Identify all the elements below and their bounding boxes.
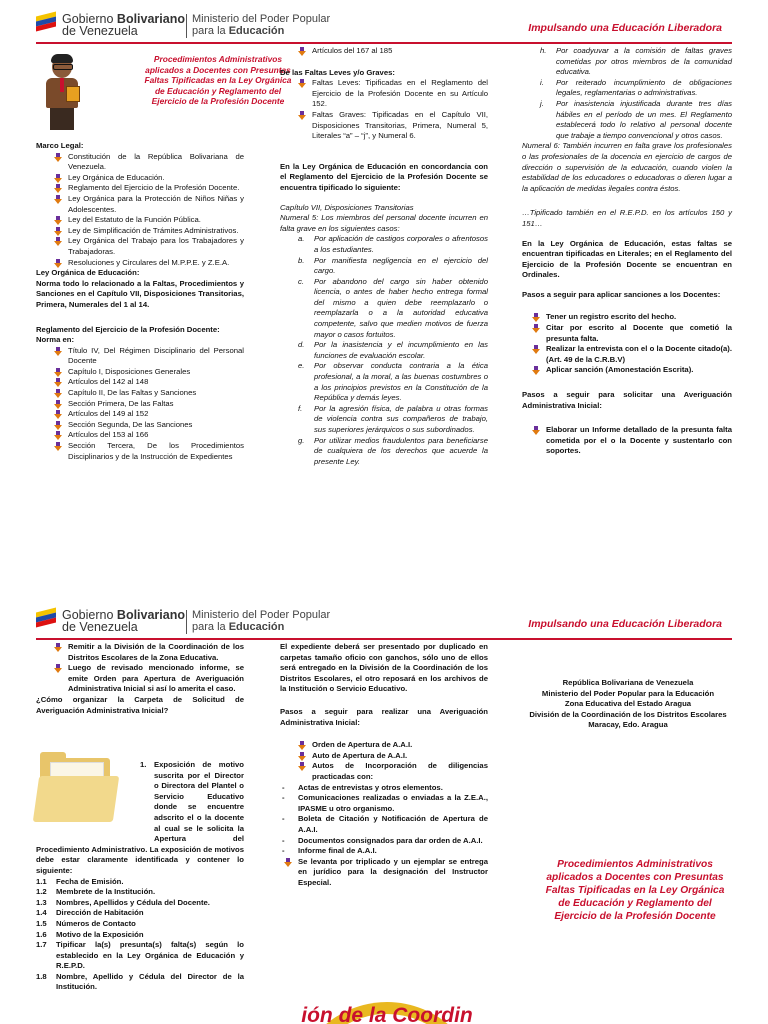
list-item: Aplicar sanción (Amonestación Escrita). xyxy=(528,365,732,376)
list-item: Artículos del 153 al 166 xyxy=(50,430,244,441)
flag-logo-icon xyxy=(36,610,56,626)
bullet-icon xyxy=(54,237,62,245)
bullet-icon xyxy=(298,47,306,55)
list-item: - Comunicaciones realizadas o enviadas a la Z.E.A., IPASME u otro organismo. xyxy=(282,793,488,813)
institucion-line: República Bolivariana de Venezuela xyxy=(562,678,694,687)
list-item: d. Por la inasistencia y el incumplimiento en las funciones de evaluación escolar. xyxy=(298,340,488,360)
repd-label-2: Norma en: xyxy=(36,335,75,345)
page-header xyxy=(0,0,768,46)
column-right xyxy=(520,678,736,731)
bullet-icon xyxy=(54,227,62,235)
pasos-averiguacion-label: Pasos a seguir para solicitar una Averiguación Administrativa Inicial: xyxy=(522,390,732,410)
flag-logo-icon xyxy=(36,14,56,30)
list-item: Autos de Incorporación de diligencias practicadas con: xyxy=(294,761,488,782)
list-item: Sección Primera, De las Faltas xyxy=(50,399,244,410)
bullet-icon xyxy=(54,664,62,672)
list-item: - Documentos consignados para dar orden de A.A.I. xyxy=(282,835,483,845)
list-item: b. Por manifiesta negligencia en el ejercicio del cargo. xyxy=(298,255,488,276)
list-item: 1.7 Tipificar la(s) presunta(s) falta(s) según lo establecido en la Ley Orgánica de Educación y R.E.P.D. xyxy=(36,940,244,971)
bullet-icon xyxy=(54,410,62,418)
list-item: j. Por inasistencia injustificada durante tres días hábiles en el período de un mes. El Reglamento establecerá todo lo relativo al personal docente que trabaje a tiempo convencional y otros casos. xyxy=(540,98,732,140)
loe-label: Ley Orgánica de Educación: xyxy=(36,268,140,278)
faltas-label: De las Faltas Leves y/o Graves: xyxy=(280,67,395,77)
bullet-icon xyxy=(54,259,62,267)
column-middle xyxy=(280,46,488,467)
column-left xyxy=(36,642,244,725)
list-item: - Boleta de Citación y Notificación de Apertura de A.A.I. xyxy=(282,814,488,834)
bullet-icon xyxy=(54,368,62,376)
pasos-sanciones-label: Pasos a seguir para aplicar sanciones a los Docentes: xyxy=(522,289,721,299)
repd-list xyxy=(50,346,244,463)
list-item: g. Por utilizar medios fraudulentos para beneficiarse de cualquiera de los derechos que acuerde la presente Ley. xyxy=(298,435,488,466)
expediente-text: El expediente deberá ser presentado por duplicado en carpetas tamaño oficio con ganchos, sólo uno de ellos será entregado en la División de la Coordinación de los Distritos Escolares, el otro reposará en los archivos de la Institución o Servicio Educativo. xyxy=(280,642,488,694)
brochure-title: Procedimientos Administrativos aplicados a Docentes con Presuntas Faltas Tipificadas en la Ley Orgánica de Educación y Reglamento del Ejercicio de la Profesión Docente xyxy=(144,54,292,107)
list-item: Ley del Estatuto de la Función Pública. xyxy=(50,215,244,226)
triplicado-list xyxy=(280,857,488,889)
list-item: Auto de Apertura de A.A.I. xyxy=(294,751,488,762)
list-item: f. Por la agresión física, de palabra u otras formas de violencia contra sus compañeros de trabajo, sus superiores jerárquicos o sus subordinados. xyxy=(298,403,488,434)
bullet-icon xyxy=(54,431,62,439)
list-item: Ley Orgánica del Trabajo para los Trabajadores y Trabajadoras. xyxy=(50,236,244,257)
bullet-icon xyxy=(532,313,540,321)
list-item: Ley de Simplificación de Trámites Administrativos. xyxy=(50,226,244,237)
list-item: Constitución de la República Bolivariana de Venezuela. xyxy=(50,152,244,173)
repd-label: Reglamento del Ejercicio de la Profesión Docente: xyxy=(36,324,220,334)
literales-list xyxy=(280,234,488,467)
exposicion-text-wrap xyxy=(36,760,244,993)
bullet-icon xyxy=(54,421,62,429)
bullet-icon xyxy=(54,378,62,386)
list-item: 1.4 Dirección de Habitación xyxy=(36,908,144,918)
bullet-icon xyxy=(54,389,62,397)
remitir-list xyxy=(50,642,244,695)
column-right xyxy=(522,46,732,457)
list-item: Remitir a la División de la Coordinación de los Distritos Escolares de la Zona Educativa. xyxy=(50,642,244,663)
list-item: i. Por reiterado incumplimiento de obligaciones legales, reglamentarias o administrativas. xyxy=(540,77,732,98)
page-header xyxy=(0,596,768,642)
list-item: Artículos del 167 al 185 xyxy=(294,46,488,57)
pasos-realizar-list xyxy=(294,740,488,782)
list-item: Faltas Leves: Tipificadas en el Reglamento del Ejercicio de la Profesión Docente en su Artículo 152. xyxy=(294,78,488,110)
list-item: Ley Orgánica de Educación. xyxy=(50,173,244,184)
list-item: Sección Tercera, De los Procedimientos Disciplinarios y de la Instrucción de Expedientes xyxy=(50,441,244,462)
bullet-icon xyxy=(298,111,306,119)
como-organizar-label: ¿Cómo organizar la Carpeta de Solicitud de Averiguación Administrativa Inicial? xyxy=(36,694,244,715)
list-item: Sección Segunda, De las Sanciones xyxy=(50,420,244,431)
header-rule xyxy=(36,638,732,640)
list-item: Se levanta por triplicado y un ejemplar se entrega en jurídico para la designación del Instructor Especial. xyxy=(280,857,488,889)
list-item: - Actas de entrevistas y otros elementos. xyxy=(282,782,443,792)
concordancia-text: En la Ley Orgánica de Educación en concordancia con el Reglamento del Ejercicio de la Profesión Docente se encuentra tipificado lo siguiente: xyxy=(280,161,488,192)
seal-text: ión de la Coordin xyxy=(301,1004,473,1024)
articulos-list xyxy=(294,46,488,57)
diligencias-list xyxy=(280,783,488,857)
bullet-icon xyxy=(532,366,540,374)
gobierno-logo: Gobierno Bolivariano de Venezuela xyxy=(62,608,185,634)
list-item: c. Por abandono del cargo sin haber obtenido licencia, o antes de haber hecho entrega formal del mismo a quien debe reemplazarlo o reemplazarla o a la autoridad educativa competente, salvo que medien motivos de fuerza mayor o casos fortuitos. xyxy=(298,276,488,339)
list-item: 1.5 Números de Contacto xyxy=(36,918,136,928)
list-item: 1.3 Nombres, Apellidos y Cédula del Docente. xyxy=(36,897,210,907)
exposicion-numbered-list xyxy=(36,877,244,994)
list-item: Reglamento del Ejercicio de la Profesión Docente. xyxy=(50,183,244,194)
list-item: 1.2 Membrete de la Institución. xyxy=(36,887,156,897)
bullet-icon xyxy=(532,426,540,434)
header-rule xyxy=(36,42,732,44)
list-item: Título IV, Del Régimen Disciplinario del Personal Docente xyxy=(50,346,244,367)
institucion-line: División de la Coordinación de los Distritos Escolares xyxy=(529,709,727,719)
pasos-averiguacion-list xyxy=(528,425,732,457)
capitulo-heading: Capítulo VII, Disposiciones Transitorias xyxy=(280,202,414,212)
bullet-icon xyxy=(54,347,62,355)
list-item: a. Por aplicación de castigos corporales o afrentosos a los estudiantes. xyxy=(298,234,488,254)
bullet-icon xyxy=(54,195,62,203)
list-item: Artículos del 149 al 152 xyxy=(50,409,244,420)
bullet-icon xyxy=(532,324,540,332)
slogan: Impulsando una Educación Liberadora xyxy=(528,618,722,630)
coordinacion-seal xyxy=(292,996,482,1024)
column-middle xyxy=(280,642,488,888)
institucion-line: Maracay, Edo. Aragua xyxy=(588,720,668,730)
list-item: h. Por coadyuvar a la comisión de faltas graves cometidas por otros miembros de la comunidad educativa. xyxy=(540,46,732,77)
column-left xyxy=(36,141,244,462)
logo-divider xyxy=(186,14,187,38)
list-item: e. Por observar conducta contraria a la ética profesional, a la moral, a las buenas costumbres o a los principios previstos en la Constitución de la República y demás leyes. xyxy=(298,361,488,403)
numeral5-text: Numeral 5: Los miembros del personal docente incurren en falta grave en los siguientes casos: xyxy=(280,213,488,233)
list-item: Luego de revisado mencionado informe, se emite Orden para Apertura de Averiguación Administrativa Inicial si así lo amerita el caso. xyxy=(50,663,244,695)
list-item: Ley Orgánica para la Protección de Niños Niñas y Adolescentes. xyxy=(50,194,244,215)
list-item: 1.8 Nombre, Apellido y Cédula del Director de la Institución. xyxy=(36,971,244,992)
list-item: - Informe final de A.A.I. xyxy=(282,846,377,856)
list-item: Resoluciones y Circulares del M.P.P.E. y Z.E.A. xyxy=(50,258,244,269)
bullet-icon xyxy=(54,216,62,224)
ministerio-logo: Ministerio del Poder Popular para la Educación xyxy=(192,13,331,37)
gobierno-logo: Gobierno Bolivariano de Venezuela xyxy=(62,12,185,38)
list-item: 1.1 Fecha de Emisión. xyxy=(36,876,124,886)
list-item: Realizar la entrevista con el o la Docente citado(a). (Art. 49 de la C.R.B.V) xyxy=(528,344,732,365)
list-item: Citar por escrito al Docente que cometió la presunta falta. xyxy=(528,323,732,344)
numeral6-text: Numeral 6: También incurren en falta grave los profesionales o las profesionales de la docencia en ejercicio de cargos de dirección o supervisión de la educación, cuando violen la estabilidad de los educadores o educadoras o dieren lugar a la aplicación de medidas ilegales contra éstos. xyxy=(522,141,732,193)
bullet-icon xyxy=(54,184,62,192)
bullet-icon xyxy=(284,858,292,866)
bullet-icon xyxy=(54,442,62,450)
bullet-icon xyxy=(298,762,306,770)
list-item: Capítulo I, Disposiciones Generales xyxy=(50,367,244,378)
bullet-icon xyxy=(54,400,62,408)
logo-divider xyxy=(186,610,187,634)
bullet-icon xyxy=(298,741,306,749)
faltas-list xyxy=(294,78,488,142)
bullet-icon xyxy=(532,345,540,353)
exposicion-text: Exposición de motivo suscrita por el Director o Directora del Plantel o Servicio Educativo donde se encuentre adscrito el o la docente al cual se le solicita la Apertura del Procedimiento Administrativo. La exposición de motivos debe estar claramente identificada y contener lo siguiente: xyxy=(36,760,244,875)
pasos-sanciones-list xyxy=(528,312,732,376)
cover-title: Procedimientos Administrativos aplicados a Docentes con Presuntas Faltas Tipificadas en la Ley Orgánica de Educación y Reglamento del Ejercicio de la Profesión Docente xyxy=(545,859,725,922)
list-item: Capítulo II, De las Faltas y Sanciones xyxy=(50,388,244,399)
literales-note: En la Ley Orgánica de Educación, estas faltas se encuentran tipificadas en Literales; en el Reglamento del Ejercicio de la Profesión Docente se encuentran en Ordinales. xyxy=(522,238,732,280)
literales-list-right xyxy=(522,46,732,141)
list-item: 1.6 Motivo de la Exposición xyxy=(36,929,144,939)
pasos-realizar-label: Pasos a seguir para realizar una Averiguación Administrativa Inicial: xyxy=(280,706,488,727)
slogan: Impulsando una Educación Liberadora xyxy=(528,22,722,34)
marco-legal-label: Marco Legal: xyxy=(36,141,84,150)
ministerio-logo: Ministerio del Poder Popular para la Educación xyxy=(192,609,331,633)
bullet-icon xyxy=(298,752,306,760)
list-item: Artículos del 142 al 148 xyxy=(50,377,244,388)
list-item: Elaborar un Informe detallado de la presunta falta cometida por el o la Docente y sustentarlo con soportes. xyxy=(528,425,732,457)
list-item: Faltas Graves: Tipificadas en el Capítulo VII, Disposiciones Transitorias, Primera, Numeral 5, Literales “a” – “j”, y Numeral 6. xyxy=(294,110,488,142)
teacher-illustration xyxy=(40,56,84,130)
bullet-icon xyxy=(54,153,62,161)
marco-legal-list xyxy=(50,152,244,269)
loe-text: Norma todo lo relacionado a la Faltas, Procedimientos y Sanciones en el Capítulo VII, Disposiciones Transitorias, Primera, Numerales del 1 al 14. xyxy=(36,278,244,309)
list-item: Tener un registro escrito del hecho. xyxy=(528,312,732,323)
tipificado-text: …Tipificado también en el R.E.P.D. en los artículos 150 y 151… xyxy=(522,208,732,228)
bullet-icon xyxy=(54,174,62,182)
institucion-line: Zona Educativa del Estado Aragua xyxy=(564,699,692,709)
bullet-icon xyxy=(298,79,306,87)
page-gap xyxy=(0,556,768,596)
institucion-line: Ministerio del Poder Popular para la Educación xyxy=(541,688,715,698)
bullet-icon xyxy=(54,643,62,651)
brochure-page-inner: Gobierno Bolivariano de Venezuela Ministerio del Poder Popular para la Educación Impulsando una Educación Liberadora Remitir a la División de la Coordinación de los Distritos Escolares de la Zona Educativa. Luego de revisado mencionado informe, se emite Orden para Apertura de Averiguación Administrativa Inicial si así lo amerita el caso. ¿Cómo organizar la Carpeta de Solicitud de Averiguación Administrativa Inicial? 1. Exposición de motivo suscrita por el Director o Directora del Plantel o Servicio Educativo donde se encuentre adscrito el o la docente al cual se le solicita la Apertura del Procedimiento Administrativo. La exposición de motivos debe estar claramente identificada y contener lo siguiente: 1.1 Fecha de Emisión. 1.2 Membrete de la Institución. 1.3 Nombres, Apellidos y Cédula del Docente. 1.4 Dirección de Habitación 1.5 Números de Contacto 1.6 Motivo de la Exposición 1.7 Tipificar la(s) presunta(s) falta(s) según lo establecido en la Ley Orgánica de Educación y R.E.P.D. 1.8 Nombre, Apellido y Cédula del Director de la Institución. El expediente deberá ser presentado por duplicado en carpetas tamaño oficio con ganchos, sólo uno de ellos será entregado en la División de la Coordinación de los Distritos Escolares, el otro reposará en los archivos de la Institución o Servicio Educativo. Pasos a seguir para realizar una Averiguación Administrativa Inicial: Orden de Apertura de A.A.I. Auto de Apertura de A.A.I. Autos de Incorporación de diligencias practicadas con: - Actas de entrevistas y otros elementos. - Comunicaciones realizadas o enviadas a la Z.E.A., IPASME u otro organismo. - Boleta de Citación y Notificación de Apertura de A.A.I. - Documentos consignados para dar orden de A.A.I. - Informe final de A.A.I. Se levanta por triplicado y un ejemplar se entrega en jurídico para la designación del Instructor Especial. ión de la Coordin República Bolivariana de Venezuela Ministerio del Poder Popular para la Educación Zona Educativa del Estado Aragua División de la Coordinación de los Distritos Escolares Maracay, Edo. Aragua Procedimientos Administrativos aplicados a Docentes con Presuntas Faltas Tipificadas en la Ley Orgánica de Educación y Reglamento del Ejercicio de la Profesión Docente xyxy=(0,596,768,1024)
list-item: Orden de Apertura de A.A.I. xyxy=(294,740,488,751)
